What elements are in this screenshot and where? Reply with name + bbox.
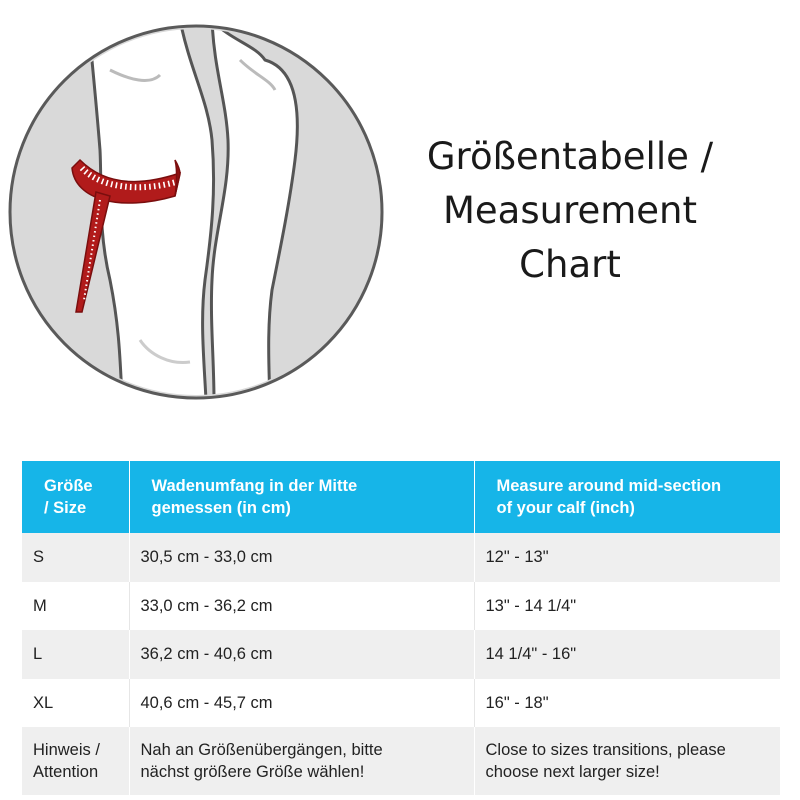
table-row bbox=[22, 582, 780, 631]
size-table bbox=[22, 461, 780, 795]
cm-cell: 40,6 cm - 45,7 cm bbox=[129, 679, 474, 728]
size-cell: XL bbox=[33, 693, 54, 712]
header-inch: Measure around mid-section of your calf (inch) bbox=[474, 461, 780, 533]
cm-cell: 33,0 cm - 36,2 cm bbox=[129, 582, 474, 631]
table-row bbox=[22, 533, 780, 582]
inch-cell: 14 1/4" - 16" bbox=[474, 630, 780, 679]
size-cell: L bbox=[33, 645, 43, 664]
title-line-2: Measurement bbox=[442, 189, 697, 232]
header-cm: Wadenumfang in der Mitte gemessen (in cm) bbox=[129, 461, 474, 533]
table-row bbox=[22, 630, 780, 679]
size-cell: M bbox=[33, 596, 47, 615]
inch-cell: 13" - 14 1/4" bbox=[474, 582, 780, 631]
header-size: Größe / Size bbox=[44, 477, 93, 517]
note-row bbox=[22, 727, 780, 795]
size-cell: S bbox=[33, 548, 45, 567]
title-line-3: Chart bbox=[519, 243, 621, 286]
note-de-cell: Nah an Größenübergängen, bitte nächst größere Größe wählen! bbox=[129, 727, 474, 795]
note-en-cell: Close to sizes transitions, please choose next larger size! bbox=[474, 727, 780, 795]
inch-cell: 12" - 13" bbox=[474, 533, 780, 582]
note-label-cell: Hinweis / Attention bbox=[33, 741, 100, 781]
table-row bbox=[22, 679, 780, 728]
inch-cell: 16" - 18" bbox=[474, 679, 780, 728]
page-title bbox=[400, 130, 740, 292]
table-header-row bbox=[22, 461, 780, 533]
title-line-1: Größentabelle / bbox=[426, 135, 714, 178]
cm-cell: 30,5 cm - 33,0 cm bbox=[129, 533, 474, 582]
cm-cell: 36,2 cm - 40,6 cm bbox=[129, 630, 474, 679]
calf-measurement-tape-icon bbox=[0, 0, 400, 420]
